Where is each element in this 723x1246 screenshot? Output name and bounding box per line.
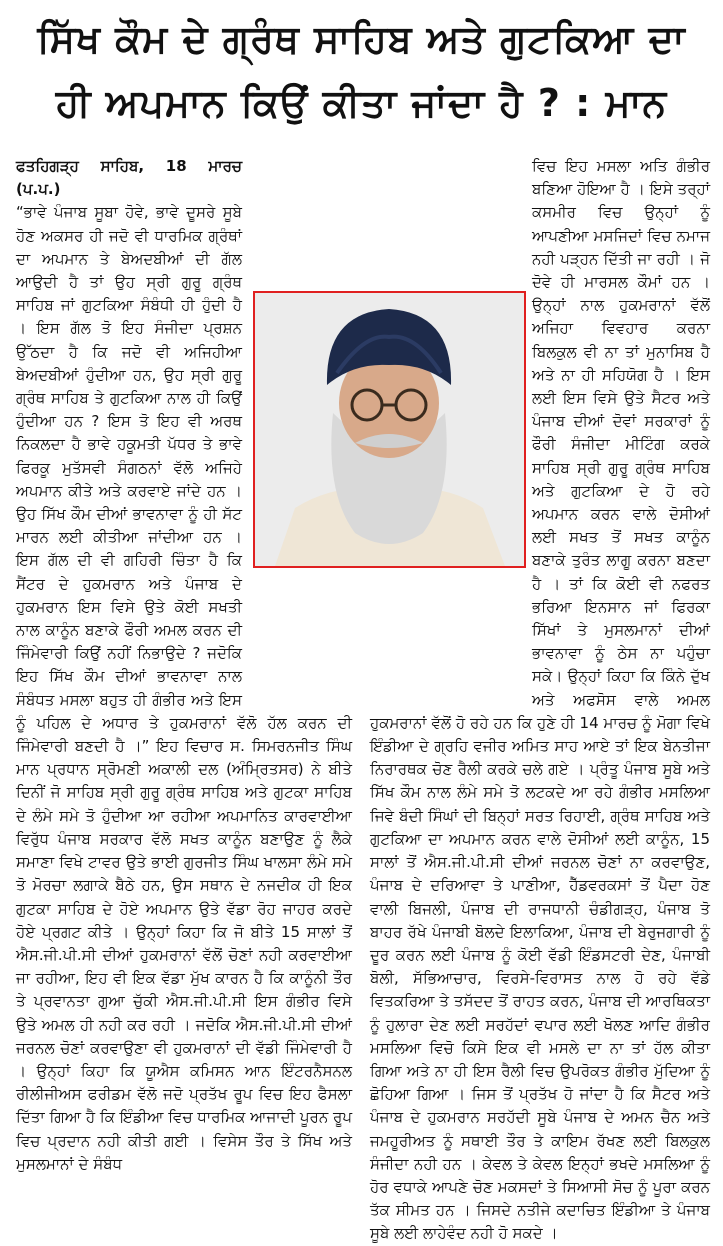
dateline: ਫਤਹਿਗੜ੍ਹ ਸਾਹਿਬ, 18 ਮਾਰਚ (ਪ.ਪ.) (16, 157, 242, 199)
portrait-illustration (255, 293, 524, 566)
portrait-photo (253, 291, 526, 568)
headline-line-1: ਸਿੱਖ ਕੌਮ ਦੇ ਗ੍ਰੰਥ ਸਾਹਿਬ ਅਤੇ ਗੁਟਕਿਆ ਦਾ (37, 17, 686, 61)
article-left-text: “ਭਾਵੇ ਪੰਜਾਬ ਸੂਬਾ ਹੋਵੇ, ਭਾਵੇ ਦੂਸਰੇ ਸੂਬੇ ਹੋਣ ਅਕਸਰ ਹੀ ਜਦੋ ਵੀ ਧਾਰਮਿਕ ਗ੍ਰੰਥਾਂ ਦਾ ਅਪਮਾਨ ਤੇ ਬੇਅਦਬੀਆਂ ਦੀ ਗੱਲ ਆਉਦੀ ਹੈ ਤਾਂ ਉਹ ਸ੍ਰੀ ਗੁਰੂ ਗ੍ਰੰਥ ਸਾਹਿਬ ਜਾਂ ਗੁਟਕਿਆ ਸੰਬੰਧੀ ਹੀ ਹੁੰਦੀ ਹੈ । ਇਸ ਗੱਲ ਤੋ ਇਹ ਸੰਜੀਦਾ ਪ੍ਰਸ਼ਨ ਉੱਠਦਾ ਹੈ ਕਿ ਜਦੋ ਵੀ ਅਜਿਹੀਆ ਬੇਅਦਬੀਆਂ ਹੁੰਦੀਆ ਹਨ, ਉਹ ਸ੍ਰੀ ਗੁਰੂ ਗ੍ਰੰਥ ਸਾਹਿਬ ਤੇ ਗੁਟਕਿਆ ਨਾਲ ਹੀ ਕਿਉਂ ਹੁੰਦੀਆ ਹਨ ? ਇਸ ਤੋ ਇਹ ਵੀ ਅਰਥ ਨਿਕਲਦਾ ਹੈ ਭਾਵੇ ਹਕੂਮਤੀ ਪੱਧਰ ਤੇ ਭਾਵੇ ਫਿਰਕੂ ਮੁਤੱਸਵੀ ਸੰਗਠਨਾਂ ਵੱਲੋ ਅਜਿਹੇ ਅਪਮਾਨ ਕੀਤੇ ਅਤੇ ਕਰਵਾਏ ਜਾਂਦੇ ਹਨ । ਉਹ ਸਿੱਖ ਕੌਮ ਦੀਆਂ ਭਾਵਨਾਵਾ ਨੂੰ ਹੀ ਸੱਟ ਮਾਰਨ ਲਈ ਕੀਤੀਆ ਜਾਂਦੀਆ ਹਨ । ਇਸ ਗੱਲ ਦੀ ਵੀ ਗਹਿਰੀ ਚਿੰਤਾ ਹੈ ਕਿ ਸੈਂਟਰ ਦੇ ਹੁਕਮਰਾਨ ਅਤੇ ਪੰਜਾਬ ਦੇ ਹੁਕਮਰਾਨ ਇਸ ਵਿਸੇ ਉਤੇ ਕੋਈ ਸਖਤੀ ਨਾਲ ਕਾਨੂੰਨ ਬਣਾਕੇ ਫੌਰੀ ਅਮਲ ਕਰਨ ਦੀ ਜਿੰਮੇਵਾਰੀ ਕਿਉਂ ਨਹੀਂ ਨਿਭਾਉਦੇ ? ਜਦੋਕਿ ਇਹ ਸਿੱਖ ਕੌਮ ਦੀਆਂ ਭਾਵਨਾਵਾ ਨਾਲ ਸੰਬੰਧਤ ਮਸਲਾ ਬਹੁਤ ਹੀ ਗੰਭੀਰ ਅਤੇ ਇਸ ਨੂੰ ਪਹਿਲ ਦੇ ਅਧਾਰ ਤੇ ਹੁਕਮਰਾਨਾਂ ਵੱਲੋ ਹੱਲ ਕਰਨ ਦੀ ਜਿੰਮੇਵਾਰੀ ਬਣਦੀ ਹੈ ।” ਇਹ ਵਿਚਾਰ ਸ. ਸਿਮਰਨਜੀਤ ਸਿੰਘ ਮਾਨ ਪ੍ਰਧਾਨ ਸ੍ਰੋਮਣੀ ਅਕਾਲੀ ਦਲ (ਅੰਮ੍ਰਿਤਸਰ) ਨੇ ਬੀਤੇ ਦਿਨੀਂ ਜੋ ਸਾਹਿਬ ਸ੍ਰੀ ਗੁਰੂ ਗ੍ਰੰਥ ਸਾਹਿਬ ਅਤੇ ਗੁਟਕਾ ਸਾਹਿਬ ਦੇ ਲੰਮੇ ਸਮੇ ਤੋ ਹੁੰਦੀਆ ਆ ਰਹੀਆ ਅਪਮਾਨਿਤ ਕਾਰਵਾਈਆ ਵਿਰੁੱਧ ਪੰਜਾਬ ਸਰਕਾਰ ਵੱਲੋ ਸਖਤ ਕਾਨੂੰਨ ਬਣਾਉਣ ਨੂੰ ਲੈਕੇ ਸਮਾਣਾ ਵਿਖੇ ਟਾਵਰ ਉਤੇ ਭਾਈ ਗੁਰਜੀਤ ਸਿੰਘ ਖਾਲਸਾ ਲੰਮੇ ਸਮੇ ਤੋ ਮੋਰਚਾ ਲਗਾਕੇ ਬੈਠੇ ਹਨ, ਉਸ ਸਥਾਨ ਦੇ ਨਜਦੀਕ ਹੀ ਇਕ ਗੁਟਕਾ ਸਾਹਿਬ ਦੇ ਹੋਏ ਅਪਮਾਨ ਉਤੇ ਵੱਡਾ ਰੋਹ ਜਾਹਰ ਕਰਦੇ ਹੋਏ ਪ੍ਰਗਟ ਕੀਤੇ । ਉਨ੍ਹਾਂ ਕਿਹਾ ਕਿ ਜੋ ਬੀਤੇ 15 ਸਾਲਾਂ ਤੋਂ ਐਸ.ਜੀ.ਪੀ.ਸੀ ਦੀਆਂ ਹੁਕਮਰਾਨਾਂ ਵੱਲੋਂ ਚੋਣਾਂ ਨਹੀ ਕਰਵਾਈਆ ਜਾ ਰਹੀਆ, ਇਹ ਵੀ ਇਕ ਵੱਡਾ ਮੁੱਖ ਕਾਰਨ ਹੈ ਕਿ ਕਾਨੂੰਨੀ ਤੌਰ ਤੇ ਪ੍ਰਵਾਨਤਾ ਗੁਆ ਚੁੱਕੀ ਐਸ.ਜੀ.ਪੀ.ਸੀ ਇਸ ਗੰਭੀਰ ਵਿਸੇ ਉਤੇ ਅਮਲ ਹੀ ਨਹੀ ਕਰ ਰਹੀ । ਜਦੋਕਿ ਐਸ.ਜੀ.ਪੀ.ਸੀ ਦੀਆਂ ਜਰਨਲ ਚੋਣਾਂ ਕਰਵਾਉਣਾ ਵੀ ਹੁਕਮਰਾਨਾਂ ਦੀ ਵੱਡੀ ਜਿੰਮੇਵਾਰੀ ਹੈ । ਉਨ੍ਹਾਂ ਕਿਹਾ ਕਿ ਯੂਐਸ ਕਮਿਸਨ ਆਨ ਇੰਟਰਨੈਸਨਲ ਰੀਲੀਜੀਅਸ ਫਰੀਡਮ ਵੱਲੋ ਜਦੋ ਪ੍ਰਤੱਖ ਰੂਪ ਵਿਚ ਇਹ ਫੈਸਲਾ ਦਿੱਤਾ ਗਿਆ ਹੈ ਕਿ ਇੰਡੀਆ ਵਿਚ ਧਾਰਮਿਕ ਆਜਾਦੀ ਪੂਰਨ ਰੂਪ ਵਿਚ ਪ੍ਰਦਾਨ ਨਹੀ ਕੀਤੀ ਗਈ । ਵਿਸੇਸ ਤੌਰ ਤੇ ਸਿੱਖ ਅਤੇ ਮੁਸਲਮਾਨਾਂ ਦੇ ਸੰਬੰਧ (16, 203, 352, 1173)
headline-line-2: ਹੀ ਅਪਮਾਨ ਕਿਉਂ ਕੀਤਾ ਜਾਂਦਾ ਹੈ ? : ਮਾਨ (55, 81, 668, 125)
article-right-text: ਵਿਚ ਇਹ ਮਸਲਾ ਅਤਿ ਗੰਭੀਰ ਬਣਿਆ ਹੋਇਆ ਹੈ । ਇਸੇ ਤਰ੍ਹਾਂ ਕਸਮੀਰ ਵਿਚ ਉਨ੍ਹਾਂ ਨੂੰ ਆਪਣੀਆ ਮਸਜਿਦਾਂ ਵਿਚ ਨਮਾਜ ਨਹੀ ਪੜ੍ਹਨ ਦਿੱਤੀ ਜਾ ਰਹੀ । ਜੋ ਦੋਵੇ ਹੀ ਮਾਰਸਲ ਕੌਮਾਂ ਹਨ । ਉਨ੍ਹਾਂ ਨਾਲ ਹੁਕਮਰਾਨਾਂ ਵੱਲੋਂ ਅਜਿਹਾ ਵਿਵਹਾਰ ਕਰਨਾ ਬਿਲਕੁਲ ਵੀ ਨਾ ਤਾਂ ਮੁਨਾਸਿਬ ਹੈ ਅਤੇ ਨਾ ਹੀ ਸਹਿਯੋਗ ਹੈ । ਇਸ ਲਈ ਇਸ ਵਿਸੇ ਉਤੇ ਸੈਟਰ ਅਤੇ ਪੰਜਾਬ ਦੀਆਂ ਦੋਵਾਂ ਸਰਕਾਰਾਂ ਨੂੰ ਫੌਰੀ ਸੰਜੀਦਾ ਮੀਟਿੰਗ ਕਰਕੇ ਸਾਹਿਬ ਸ੍ਰੀ ਗੁਰੂ ਗ੍ਰੰਥ ਸਾਹਿਬ ਅਤੇ ਗੁਟਕਿਆ ਦੇ ਹੋ ਰਹੇ ਅਪਮਾਨ ਕਰਨ ਵਾਲੇ ਦੋਸੀਆਂ ਲਈ ਸਖਤ ਤੋਂ ਸਖਤ ਕਾਨੂੰਨ ਬਣਾਕੇ ਤੁਰੰਤ ਲਾਗੂ ਕਰਨਾ ਬਣਦਾ ਹੈ । ਤਾਂ ਕਿ ਕੋਈ ਵੀ ਨਫਰਤ ਭਰਿਆ ਇਨਸਾਨ ਜਾਂ ਫਿਰਕਾ ਸਿੱਖਾਂ ਤੇ ਮੁਸਲਮਾਨਾਂ ਦੀਆਂ ਭਾਵਨਾਵਾ ਨੂੰ ਠੇਸ ਨਾ ਪਹੁੰਚਾ ਸਕੇ। ਉਨ੍ਹਾਂ ਕਿਹਾ ਕਿ ਕਿੰਨੇ ਦੁੱਖ ਅਤੇ ਅਫਸੋਸ ਵਾਲੇ ਅਮਲ ਹੁਕਮਰਾਨਾਂ ਵੱਲੋਂ ਹੋ ਰਹੇ ਹਨ ਕਿ ਹੁਣੇ ਹੀ 14 ਮਾਰਚ ਨੂੰ ਮੋਗਾ ਵਿਖੇ ਇੰਡੀਆ ਦੇ ਗ੍ਰਹਿ ਵਜੀਰ ਅਮਿਤ ਸਾਹ ਆਏ ਤਾਂ ਇਕ ਬੇਨਤੀਜਾ ਨਿਰਾਰਥਕ ਚੋਣ ਰੈਲੀ ਕਰਕੇ ਚਲੇ ਗਏ । ਪ੍ਰੰਤੂ ਪੰਜਾਬ ਸੂਬੇ ਅਤੇ ਸਿੱਖ ਕੌਮ ਨਾਲ ਲੰਮੇ ਸਮੇ ਤੋ ਲਟਕਦੇ ਆ ਰਹੇ ਗੰਭੀਰ ਮਸਲਿਆ ਜਿਵੇ ਬੰਦੀ ਸਿੰਘਾਂ ਦੀ ਬਿਨ੍ਹਾਂ ਸਰਤ ਰਿਹਾਈ, ਗ੍ਰੰਥ ਸਾਹਿਬ ਅਤੇ ਗੁਟਕਿਆ ਦਾ ਅਪਮਾਨ ਕਰਨ ਵਾਲੇ ਦੋਸੀਆਂ ਲਈ ਕਾਨੂੰਨ, 15 ਸਾਲਾਂ ਤੋਂ ਐਸ.ਜੀ.ਪੀ.ਸੀ ਦੀਆਂ ਜਰਨਲ ਚੋਣਾਂ ਨਾ ਕਰਵਾਉਣ, ਪੰਜਾਬ ਦੇ ਦਰਿਆਵਾ ਤੇ ਪਾਣੀਆ, ਹੈੱਡਵਰਕਸਾਂ ਤੋਂ ਪੈਦਾ ਹੋਣ ਵਾਲੀ ਬਿਜਲੀ, ਪੰਜਾਬ ਦੀ ਰਾਜਧਾਨੀ ਚੰਡੀਗੜ੍ਹ, ਪੰਜਾਬ ਤੋ ਬਾਹਰ ਰੱਖੇ ਪੰਜਾਬੀ ਬੋਲਦੇ ਇਲਾਕਿਆ, ਪੰਜਾਬ ਦੀ ਬੇਰੁਜਗਾਰੀ ਨੂੰ ਦੂਰ ਕਰਨ ਲਈ ਪੰਜਾਬ ਨੂੰ ਕੋਈ ਵੱਡੀ ਇੰਡਸਟਰੀ ਦੇਣ, ਪੰਜਾਬੀ ਬੋਲੀ, ਸੱਭਿਆਚਾਰ, ਵਿਰਸੇ-ਵਿਰਾਸਤ ਨਾਲ ਹੋ ਰਹੇ ਵੱਡੇ ਵਿਤਕਰਿਆ ਤੇ ਤਸੱਦਦ ਤੋਂ ਰਾਹਤ ਕਰਨ, ਪੰਜਾਬ ਦੀ ਆਰਥਿਕਤਾ ਨੂੰ ਹੁਲਾਰਾ ਦੇਣ ਲਈ ਸਰਹੱਦਾਂ ਵਪਾਰ ਲਈ ਖੋਲਣ ਆਦਿ ਗੰਭੀਰ ਮਸਲਿਆ ਵਿਚੋ ਕਿਸੇ ਇਕ ਵੀ ਮਸਲੇ ਦਾ ਨਾ ਤਾਂ ਹੱਲ ਕੀਤਾ ਗਿਆ ਅਤੇ ਨਾ ਹੀ ਇਸ ਰੈਲੀ ਵਿਚ ਉਪਰੋਕਤ ਗੰਭੀਰ ਮੁੱਦਿਆ ਨੂੰ ਛੋਹਿਆ ਗਿਆ । ਜਿਸ ਤੋਂ ਪ੍ਰਤੱਖ ਹੋ ਜਾਂਦਾ ਹੈ ਕਿ ਸੈਟਰ ਅਤੇ ਪੰਜਾਬ ਦੇ ਹੁਕਮਰਾਨ ਸਰਹੱਦੀ ਸੂਬੇ ਪੰਜਾਬ ਦੇ ਅਮਨ ਚੈਨ ਅਤੇ ਜਮਹੂਰੀਅਤ ਨੂੰ ਸਥਾਈ ਤੌਰ ਤੇ ਕਾਇਮ ਰੱਖਣ ਲਈ ਬਿਲਕੁਲ ਸੰਜੀਦਾ ਨਹੀ ਹਨ । ਕੇਵਲ ਤੇ ਕੇਵਲ ਇਨ੍ਹਾਂ ਭਖਦੇ ਮਸਲਿਆ ਨੂੰ ਹੋਰ ਵਧਾਕੇ ਆਪਣੇ ਚੋਣ ਮਕਸਦਾਂ ਤੇ ਸਿਆਸੀ ਸੋਚ ਨੂੰ ਪੂਰਾ ਕਰਨ ਤੱਕ ਸੀਮਤ ਹਨ । ਜਿਸਦੇ ਨਤੀਜੇ ਕਦਾਚਿਤ ਇੰਡੀਆ ਤੇ ਪੰਜਾਬ ਸੂਬੇ ਲਈ ਲਾਹੇਵੰਦ ਨਹੀ ਹੋ ਸਕਦੇ । (370, 157, 710, 1243)
